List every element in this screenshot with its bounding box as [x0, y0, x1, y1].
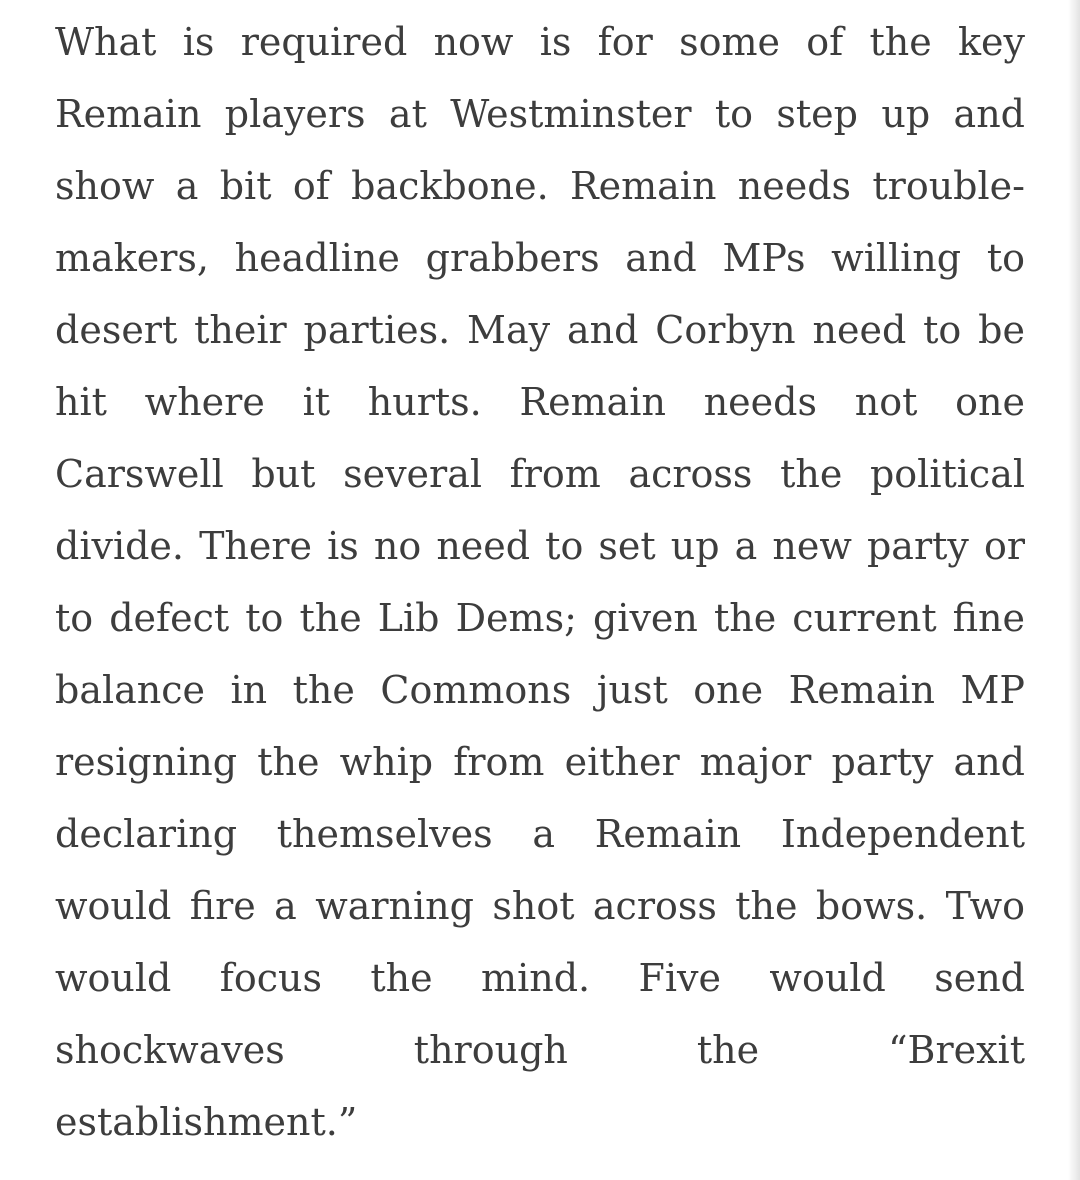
paragraph-line: resigning the whip from either major party and: [55, 740, 1025, 784]
paragraph-line: Carswell but several from across the political: [55, 452, 1025, 496]
paragraph-line: desert their parties. May and Corbyn need to be: [55, 308, 1025, 352]
paragraph-line: divide. There is no need to set up a new party or: [55, 524, 1025, 568]
paragraph-line: would focus the mind. Five would send: [55, 956, 1025, 1000]
paragraph-line: to defect to the Lib Dems; given the current fine: [55, 596, 1025, 640]
page-edge-shadow: [1068, 0, 1080, 1180]
article-paragraph: [55, 6, 1025, 1158]
paragraph-line: What is required now is for some of the key: [55, 20, 1025, 64]
paragraph-line: Remain players at Westminster to step up and: [55, 92, 1025, 136]
paragraph-line: show a bit of backbone. Remain needs trouble-: [55, 164, 1025, 208]
paragraph-line: would fire a warning shot across the bows. Two: [55, 884, 1025, 928]
paragraph-line: hit where it hurts. Remain needs not one: [55, 380, 1025, 424]
paragraph-line: makers, headline grabbers and MPs willing to: [55, 236, 1025, 280]
paragraph-line: shockwaves through the “Brexit: [55, 1028, 1025, 1072]
paragraph-line: declaring themselves a Remain Independent: [55, 812, 1025, 856]
paragraph-line: establishment.”: [55, 1100, 358, 1144]
paragraph-line: balance in the Commons just one Remain MP: [55, 668, 1025, 712]
